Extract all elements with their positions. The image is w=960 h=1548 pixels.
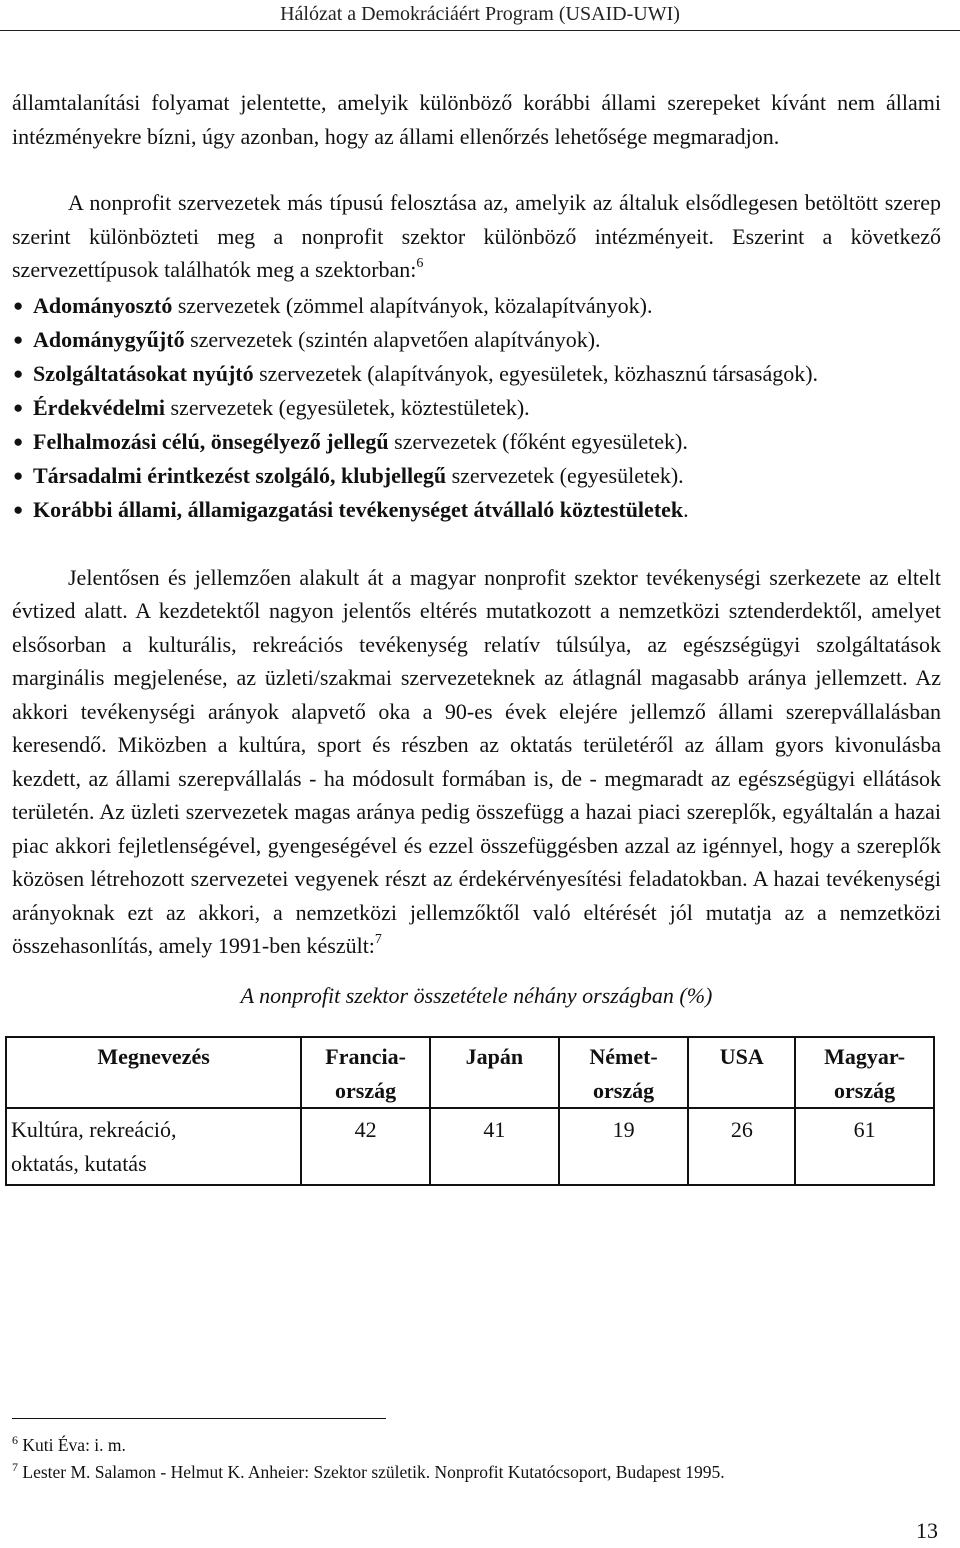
list-item-desc: szervezetek (szintén alapvetően alapítványok).	[184, 326, 601, 352]
column-header-hungary	[795, 1037, 934, 1108]
paragraph-3	[12, 561, 941, 963]
cell-france: 42	[301, 1108, 430, 1185]
column-header-japan	[430, 1037, 559, 1108]
column-header-label: Magyar-	[824, 1044, 906, 1069]
bullet-icon: ●	[13, 431, 24, 451]
footnote-ref-7[interactable]: 7	[374, 932, 382, 947]
row-label: Kultúra, rekreáció,	[11, 1117, 177, 1142]
list-item	[12, 323, 941, 357]
paragraph-2-text: A nonprofit szervezetek más típusú felosztása az, amelyik az általuk elsődlegesen betöltött szerep szerint különbözteti meg a nonprofit szektor különböző intézményeit. Eszerint a következő szervezettípusok találhatók meg a szektorban:	[12, 190, 941, 282]
bullet-icon: ●	[13, 465, 24, 485]
table-header-row	[6, 1037, 934, 1108]
list-item-term: Adománygyűjtő	[33, 326, 185, 352]
cell-japan: 41	[430, 1108, 559, 1185]
list-item-desc: szervezetek (zömmel alapítványok, közalapítványok).	[172, 292, 653, 318]
list-item-term: Érdekvédelmi	[33, 394, 165, 420]
list-item-term: Felhalmozási célú, önsegélyező jellegű	[33, 428, 389, 454]
list-item	[12, 493, 941, 527]
list-item-desc: szervezetek (főként egyesületek).	[388, 428, 688, 454]
list-item-term: Szolgáltatásokat nyújtó	[33, 360, 254, 386]
cell-usa: 26	[688, 1108, 795, 1185]
column-header-label: ország	[335, 1077, 397, 1103]
table-row	[6, 1108, 934, 1185]
footnote-divider	[12, 1418, 386, 1419]
paragraph-2	[12, 186, 941, 287]
list-item-desc: .	[683, 496, 689, 522]
cell-germany: 19	[559, 1108, 689, 1185]
column-header-label: Német-	[589, 1044, 658, 1069]
list-item-desc: szervezetek (egyesületek, köztestületek).	[165, 394, 530, 420]
list-item-desc: szervezetek (egyesületek).	[446, 462, 684, 488]
list-item-term: Társadalmi érintkezést szolgáló, klubjellegű	[33, 462, 447, 488]
column-header-france	[301, 1037, 430, 1108]
page-number: 13	[916, 1518, 938, 1543]
paragraph-1: államtalanítási folyamat jelentette, amelyik különböző korábbi állami szerepeket kívánt nem állami intézményekre bízni, úgy azonban, hogy az állami ellenőrzés lehetősége megmaradjon.	[12, 90, 941, 149]
list-item	[12, 459, 941, 493]
nonprofit-composition-table	[5, 1036, 935, 1186]
bullet-icon: ●	[13, 363, 24, 383]
list-item-desc: szervezetek (alapítványok, egyesületek, közhasznú társaságok).	[253, 360, 819, 386]
cell-hungary: 61	[795, 1108, 934, 1185]
bullet-icon: ●	[13, 329, 24, 349]
footnote-text: Lester M. Salamon - Helmut K. Anheier: Szektor születik. Nonprofit Kutatócsoport, Budapest 1995.	[22, 1462, 725, 1482]
bullet-icon: ●	[13, 397, 24, 417]
page-body	[12, 86, 941, 1186]
footnote-6	[12, 1432, 942, 1459]
bullet-icon: ●	[13, 499, 24, 519]
bullet-icon: ●	[13, 295, 24, 315]
column-header-germany	[559, 1037, 689, 1108]
footnote-ref-6[interactable]: 6	[416, 256, 424, 271]
column-header-label: USA	[719, 1044, 764, 1069]
header-divider	[0, 30, 960, 31]
list-item	[12, 391, 941, 425]
column-header-label: Japán	[465, 1044, 524, 1069]
running-header: Hálózat a Demokráciáért Program (USAID-UWI)	[280, 3, 680, 25]
organization-type-list	[12, 289, 941, 527]
column-header-name	[6, 1037, 301, 1108]
column-header-usa	[688, 1037, 795, 1108]
footnote-number: 7	[12, 1460, 18, 1474]
list-item-term: Adományosztó	[33, 292, 173, 318]
column-header-label: Megnevezés	[97, 1044, 210, 1069]
column-header-label: Francia-	[325, 1044, 406, 1069]
paragraph-3-text: Jelentősen és jellemzően alakult át a magyar nonprofit szektor tevékenységi szerkezete az eltelt évtized alatt. A kezdetektől nagyon jelentős eltérés mutatkozott a nemzetközi sztenderdektől, amelyet elsősorban a kulturális, rekreációs tevékenység relatív túlsúlya, az egészségügyi szolgáltatások marginális megjelenése, az üzleti/szakmai szervezeteknek az átlagnál magasabb aránya jellemzett. Az akkori tevékenységi arányok alapvető oka a 90-es évek elejére jellemző állami szerepvállalásban keresendő. Miközben a kultúra, sport és részben az oktatás területéről az állam gyors kivonulásba kezdett, az állami szerepvállalás - ha módosult formában is, de - megmaradt az egészségügyi ellátások területén. Az üzleti szervezetek magas aránya pedig összefügg a hazai piaci szereplők, egyáltalán a hazai piac akkori fejletlenségével, gyengeségével és ezzel összefüggésben azzal az igénnyel, hogy a szereplők közösen létrehozott szervezetei vegyenek részt az érdekérvényesítési feladatokban. A hazai tevékenységi arányoknak ezt az akkori, a nemzetközi jellemzőktől való eltérését jól mutatja az a nemzetközi összehasonlítás, amely 1991-ben készült:	[12, 564, 941, 958]
row-label-cell	[6, 1108, 301, 1185]
list-item	[12, 289, 941, 323]
list-item-term: Korábbi állami, államigazgatási tevékenységet átvállaló köztestületek	[33, 496, 684, 522]
row-label: oktatás, kutatás	[11, 1150, 147, 1176]
footnote-7	[12, 1459, 942, 1486]
footnote-number: 6	[12, 1433, 18, 1447]
footnotes	[12, 1432, 942, 1486]
footnote-text: Kuti Éva: i. m.	[22, 1435, 126, 1455]
column-header-label: ország	[834, 1077, 896, 1103]
column-header-label: ország	[593, 1077, 655, 1103]
list-item	[12, 425, 941, 459]
table-caption: A nonprofit szektor összetétele néhány országban (%)	[240, 982, 713, 1008]
list-item	[12, 357, 941, 391]
